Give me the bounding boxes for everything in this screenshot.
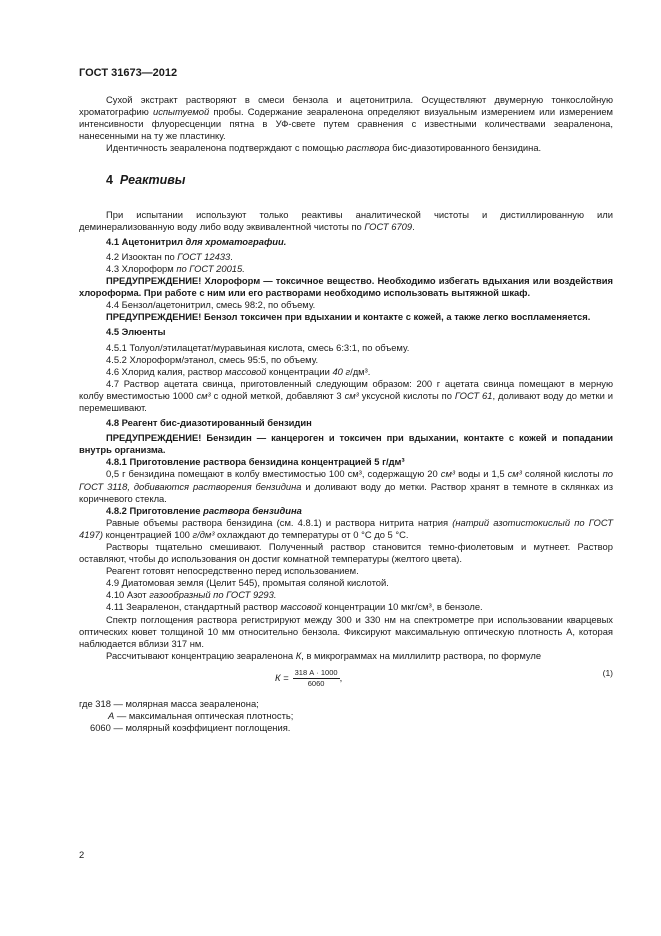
paragraph-reagent-prep: Реагент готовят непосредственно перед использованием.: [106, 565, 359, 577]
item-4-5-2: 4.5.2 Хлороформ/этанол, смесь 95:5, по объему.: [106, 353, 319, 365]
item-4-8: 4.8 Реагент бис-диазотированный бензидин: [106, 417, 312, 429]
item-4-6: 4.6 Хлорид калия, раствор массовой концентрации 40 г/дм³.: [106, 365, 371, 377]
formula-number: (1): [602, 667, 613, 678]
paragraph-mixing: Растворы тщательно смешивают. Полученный раствор становится темно-фиолетовым и мутнеет. Раствор оставляют, чтобы до использования он достиг комнатной температуры (желтого цвета).: [79, 541, 613, 565]
definition-a: А — максимальная оптическая плотность;: [108, 710, 294, 722]
item-4-7: 4.7 Раствор ацетата свинца, приготовленный следующим образом: 200 г ацетата свинца помещают в мерную колбу вместимостью 1000 см³ с одной меткой, добавляют 3 см³ уксусной кислоты по ГОСТ 61, доливают воду до метки и перемешивают.: [79, 377, 613, 413]
intro-paragraph-1: Сухой экстракт растворяют в смеси бензола и ацетонитрила. Осуществляют двумерную тонкослойную хроматографию испытуемой пробы. Содержание зеараленона определяют визуальным измерением или измерением интенсивности флуоресценции пятна в УФ-свете путем сравнения с известными количествами зеараленона, нанесенными на ту же пластинку.: [79, 94, 613, 142]
formula: [275, 668, 342, 689]
warning-benzidine: ПРЕДУПРЕЖДЕНИЕ! Бензидин — канцероген и токсичен при вдыхании, контакте с кожей и попадании внутрь организма.: [79, 432, 613, 456]
section-heading: 4 Реактивы: [106, 173, 186, 188]
formula-tail: ,: [339, 672, 343, 684]
item-4-2: 4.2 Изооктан по ГОСТ 12433.: [106, 250, 233, 262]
item-4-1: 4.1 Ацетонитрил для хроматографии.: [106, 235, 287, 247]
formula-row: [79, 664, 613, 696]
paragraph-calculation: Рассчитывают концентрацию зеараленона К, в микрограммах на миллилитр раствора, по формуле: [106, 649, 542, 661]
item-4-5-1: 4.5.1 Толуол/этилацетат/муравьиная кислота, смесь 6:3:1, по объему.: [106, 341, 410, 353]
item-4-8-1: 4.8.1 Приготовление раствора бензидина концентрацией 5 г/дм³: [106, 456, 405, 468]
warning-benzene: ПРЕДУПРЕЖДЕНИЕ! Бензол токсичен при вдыхании и контакте с кожей, а также легко воспламеняется.: [106, 311, 591, 323]
item-4-5: 4.5 Элюенты: [106, 326, 166, 338]
definition-318: где 318 — молярная масса зеараленона;: [79, 697, 259, 709]
definition-6060: 6060 — молярный коэффициент поглощения.: [90, 722, 291, 734]
item-4-4: 4.4 Бензол/ацетонитрил, смесь 98:2, по объему.: [106, 299, 316, 311]
definitions: [79, 698, 613, 734]
paragraph-4-8-2: Равные объемы раствора бензидина (см. 4.8.1) и раствора нитрита натрия (натрий азотистокислый по ГОСТ 4197) концентрацией 100 г/дм³ охлаждают до температуры от 0 °С до 5 °С.: [79, 516, 613, 540]
item-4-8-2: 4.8.2 Приготовление раствора бензидина: [106, 504, 302, 516]
formula-numerator: 318 А · 1000: [294, 667, 338, 677]
page-content: [79, 94, 613, 734]
formula-fraction: [293, 668, 340, 689]
formula-denominator: 6060: [307, 678, 325, 688]
reagents-intro: При испытании используют только реактивы аналитической чистоты и дистиллированную или деминерализованную воду либо воду эквивалентной чистоты по ГОСТ 6709.: [79, 208, 613, 232]
page-number: 2: [79, 849, 85, 860]
formula-lhs: К =: [275, 672, 289, 684]
intro-paragraph-2: Идентичность зеараленона подтверждают с помощью раствора бис-диазотированного бензидина.: [106, 142, 542, 154]
paragraph-4-8-1: 0,5 г бензидина помещают в колбу вместимостью 100 см³, содержащую 20 см³ воды и 1,5 см³ соляной кислоты по ГОСТ 3118, добиваются растворения бензидина и доливают воду до метки. Раствор хранят в темноте в склянках из коричневого стекла.: [79, 468, 614, 504]
document-code-header: ГОСТ 31673—2012: [79, 67, 178, 79]
paragraph-spectrum: Спектр поглощения раствора регистрируют между 300 и 330 нм на спектрометре при использовании кварцевых оптических кювет толщиной 10 мм относительно бензола. Фиксируют максимальную оптическую плотность А, которая наблюдается вблизи 317 нм.: [79, 613, 613, 649]
warning-chloroform: ПРЕДУПРЕЖДЕНИЕ! Хлороформ — токсичное вещество. Необходимо избегать вдыхания или воздействия хлороформа. При работе с ним или его растворами необходимо использовать вытяжной шкаф.: [79, 275, 613, 299]
item-4-3: 4.3 Хлороформ по ГОСТ 20015.: [106, 262, 245, 274]
item-4-10: 4.10 Азот газообразный по ГОСТ 9293.: [106, 589, 277, 601]
item-4-9: 4.9 Диатомовая земля (Целит 545), промытая соляной кислотой.: [106, 577, 389, 589]
item-4-11: 4.11 Зеараленон, стандартный раствор массовой концентрации 10 мкг/см³, в бензоле.: [106, 601, 483, 613]
